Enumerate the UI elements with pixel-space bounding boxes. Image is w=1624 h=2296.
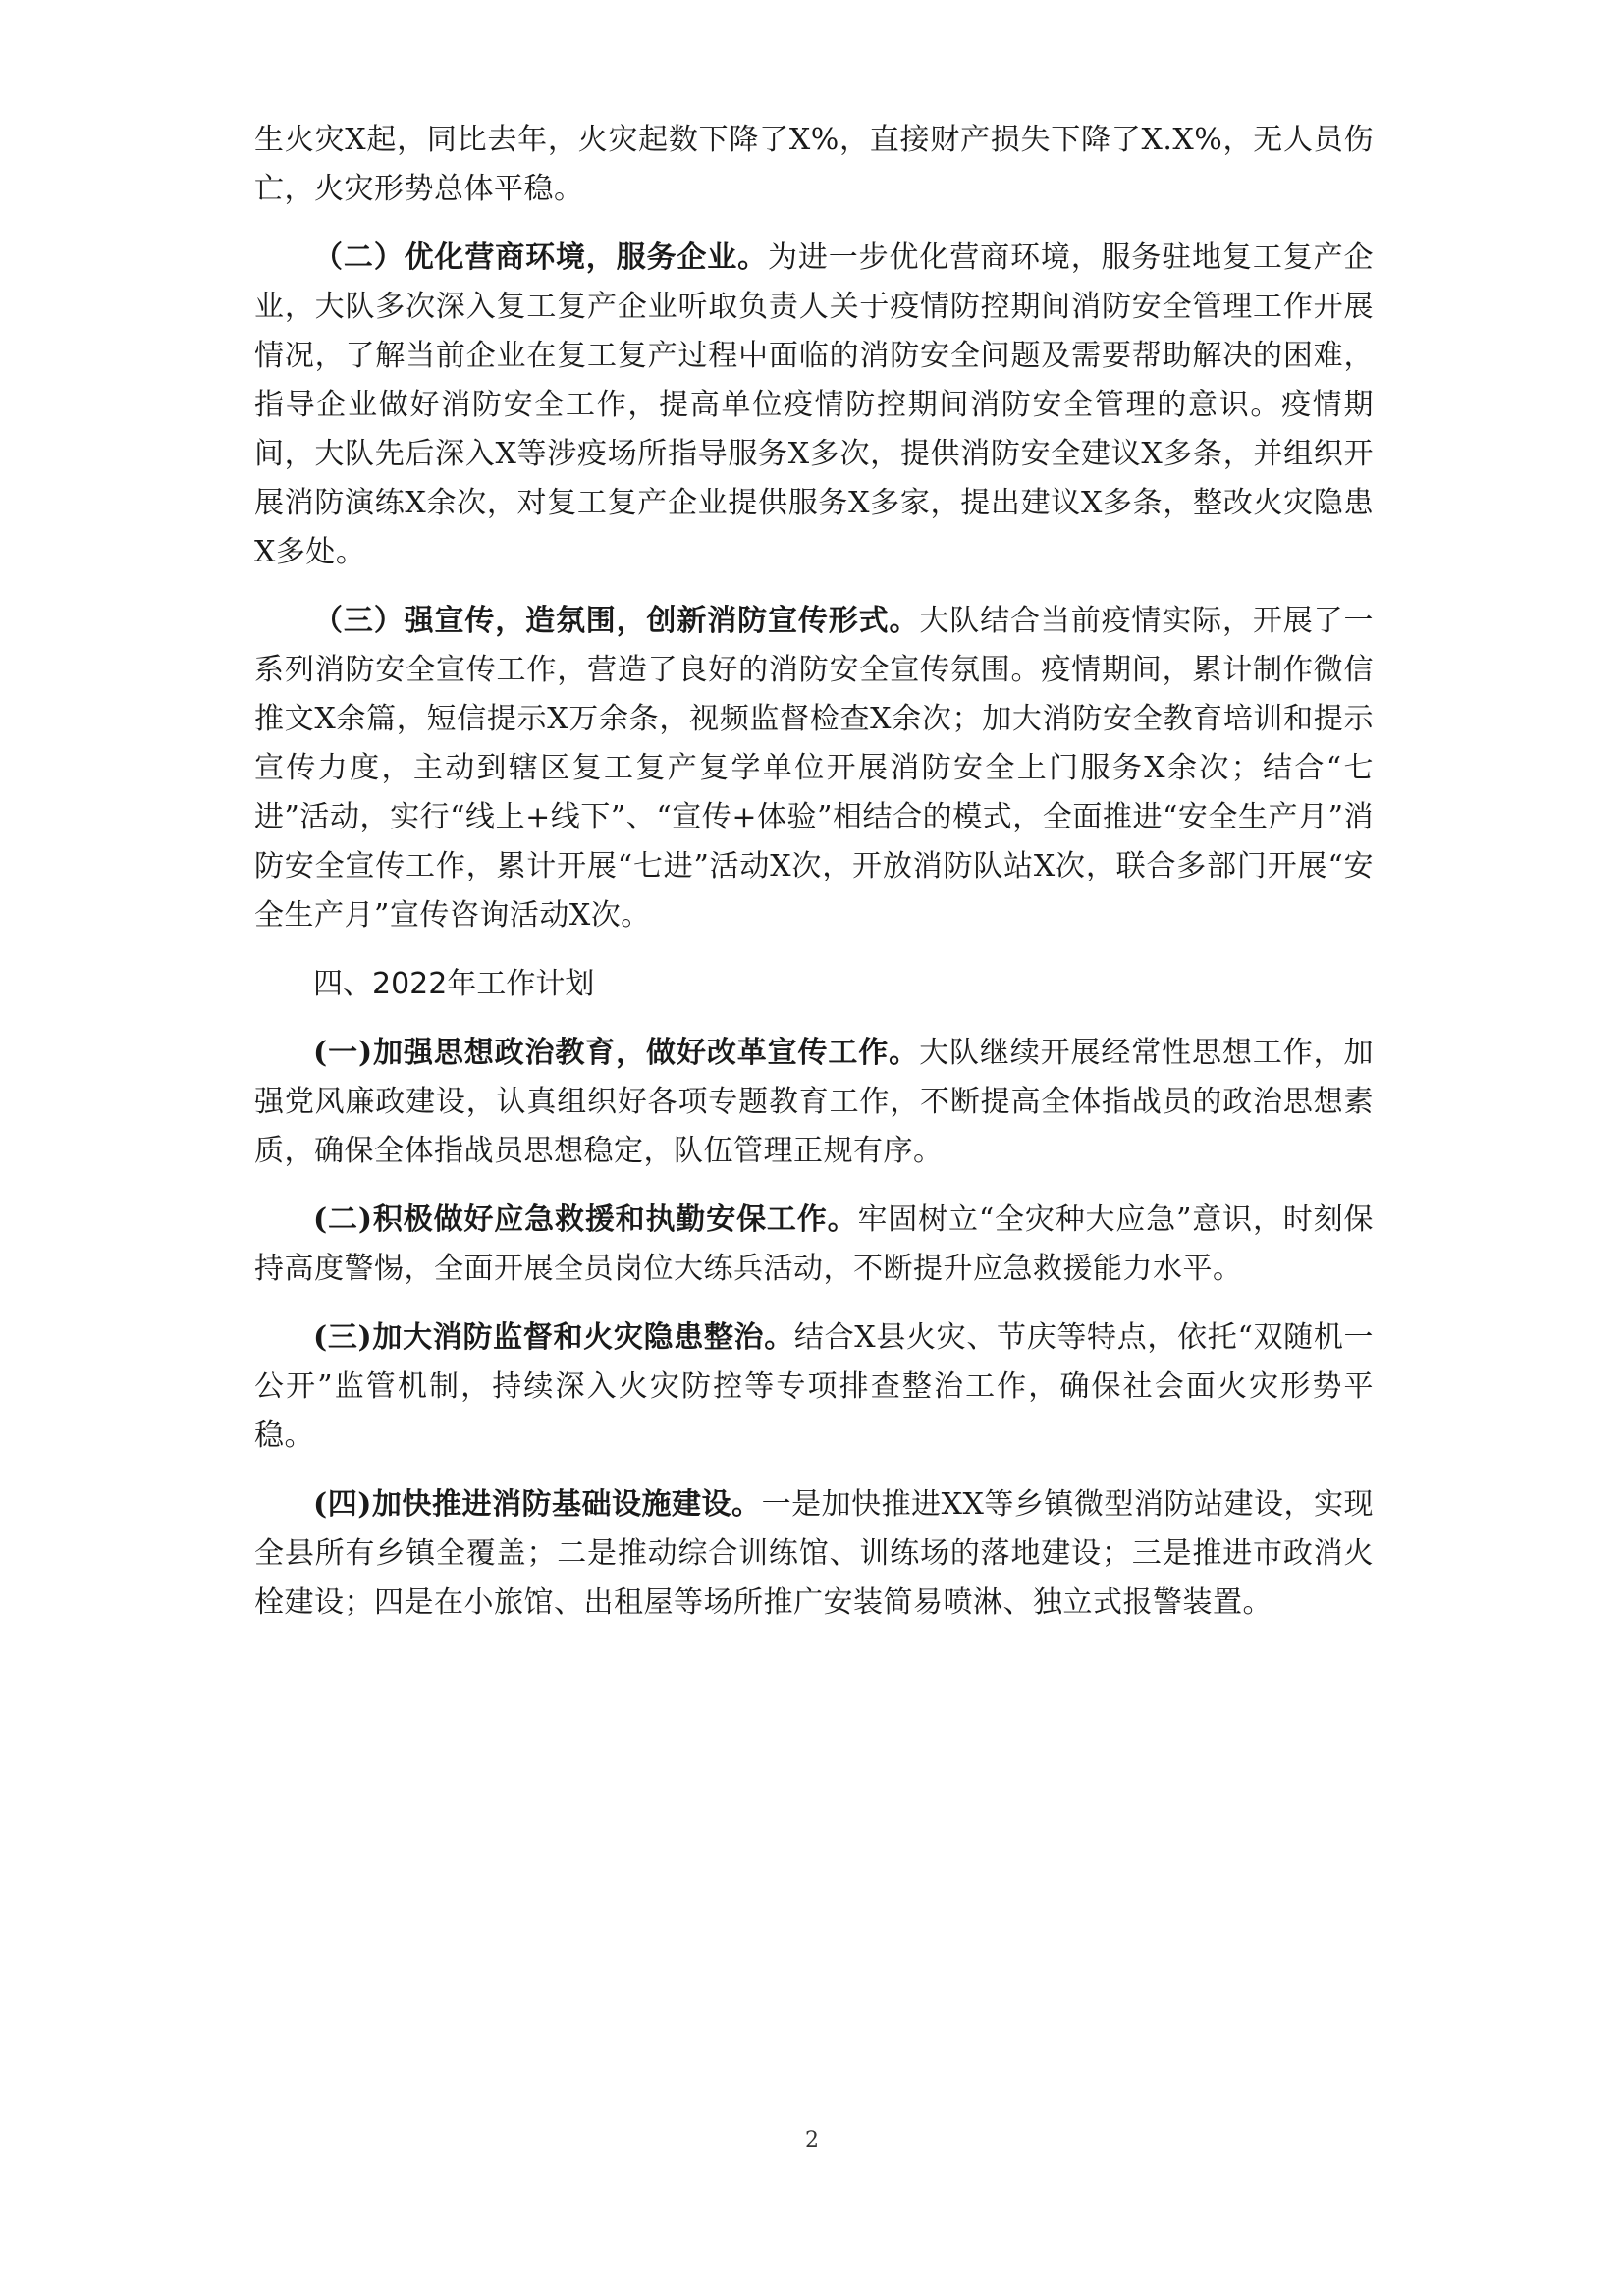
plan-item-lead: (四)加快推进消防基础设施建设。 — [313, 1487, 762, 1522]
paragraph-text: 为进一步优化营商环境，服务驻地复工复产企业，大队多次深入复工复产企业听取负责人关于疫情防控期间消防安全管理工作开展情况，了解当前企业在复工复产过程中面临的消防安全问题及需要帮助解决的困难，指导企业做好消防安全工作，提高单位疫情防控期间消防安全管理的意识。疫情期间，大队先后深入X等涉疫场所指导服务X多次，提供消防安全建议X多条，并组织开展消防演练X余次，对复工复产企业提供服务X多家，提出建议X多条，整改火灾隐患X多处。 — [254, 240, 1375, 569]
page-number: 2 — [805, 2128, 819, 2153]
plan-item-lead: (三)加大消防监督和火灾隐患整治。 — [313, 1320, 794, 1355]
plan-item-political-education — [254, 1029, 1374, 1176]
plan-item-text: 一是加快推进XX等乡镇微型消防站建设，实现全县所有乡镇全覆盖；二是推动综合训练馆、训练场的落地建设；三是推进市政消火栓建设；四是在小旅馆、出租屋等场所推广安装简易喷淋、独立式报警装置。 — [254, 1487, 1375, 1620]
plan-item-lead: (二)积极做好应急救援和执勤安保工作。 — [313, 1202, 858, 1237]
paragraph-text: 大队结合当前疫情实际，开展了一系列消防安全宣传工作，营造了良好的消防安全宣传氛围。疫情期间，累计制作微信推文X余篇，短信提示X万余条，视频监督检查X余次；加大消防安全教育培训和提示宣传力度，主动到辖区复工复产复学单位开展消防安全上门服务X余次；结合“七进”活动，实行“线上+线下”、“宣传+体验”相结合的模式，全面推进“安全生产月”消防安全宣传工作，累计开展“七进”活动X次，开放消防队站X次，联合多部门开展“安全生产月”宣传咨询活动X次。 — [254, 604, 1375, 933]
paragraph-lead: （二）优化营商环境，服务企业。 — [313, 240, 769, 275]
paragraph-text: 生火灾X起，同比去年，火灾起数下降了X%，直接财产损失下降了X.X%，无人员伤亡，火灾形势总体平稳。 — [254, 123, 1374, 206]
plan-item-text: 大队继续开展经常性思想工作，加强党风廉政建设，认真组织好各项专题教育工作，不断提高全体指战员的政治思想素质，确保全体指战员思想稳定，队伍管理正规有序。 — [254, 1036, 1375, 1168]
plan-item-emergency-rescue — [254, 1196, 1374, 1294]
paragraph-lead: （三）强宣传，造氛围，创新消防宣传形式。 — [313, 604, 920, 638]
paragraph-publicity — [254, 597, 1374, 940]
plan-item-text: 结合X县火灾、节庆等特点，依托“双随机一公开”监管机制，持续深入火灾防控等专项排查整治工作，确保社会面火灾形势平稳。 — [254, 1320, 1374, 1453]
plan-item-infrastructure — [254, 1480, 1374, 1628]
plan-item-fire-supervision — [254, 1313, 1374, 1461]
plan-item-text: 牢固树立“全灾种大应急”意识，时刻保持高度警惕，全面开展全员岗位大练兵活动，不断提升应急救援能力水平。 — [254, 1202, 1374, 1286]
paragraph-business-environment — [254, 234, 1374, 577]
plan-item-lead: (一)加强思想政治教育，做好改革宣传工作。 — [313, 1036, 920, 1070]
document-page — [254, 116, 1374, 1647]
section-heading-2022-plan: 四、2022年工作计划 — [313, 967, 595, 1001]
paragraph-fire-statistics — [254, 116, 1374, 214]
